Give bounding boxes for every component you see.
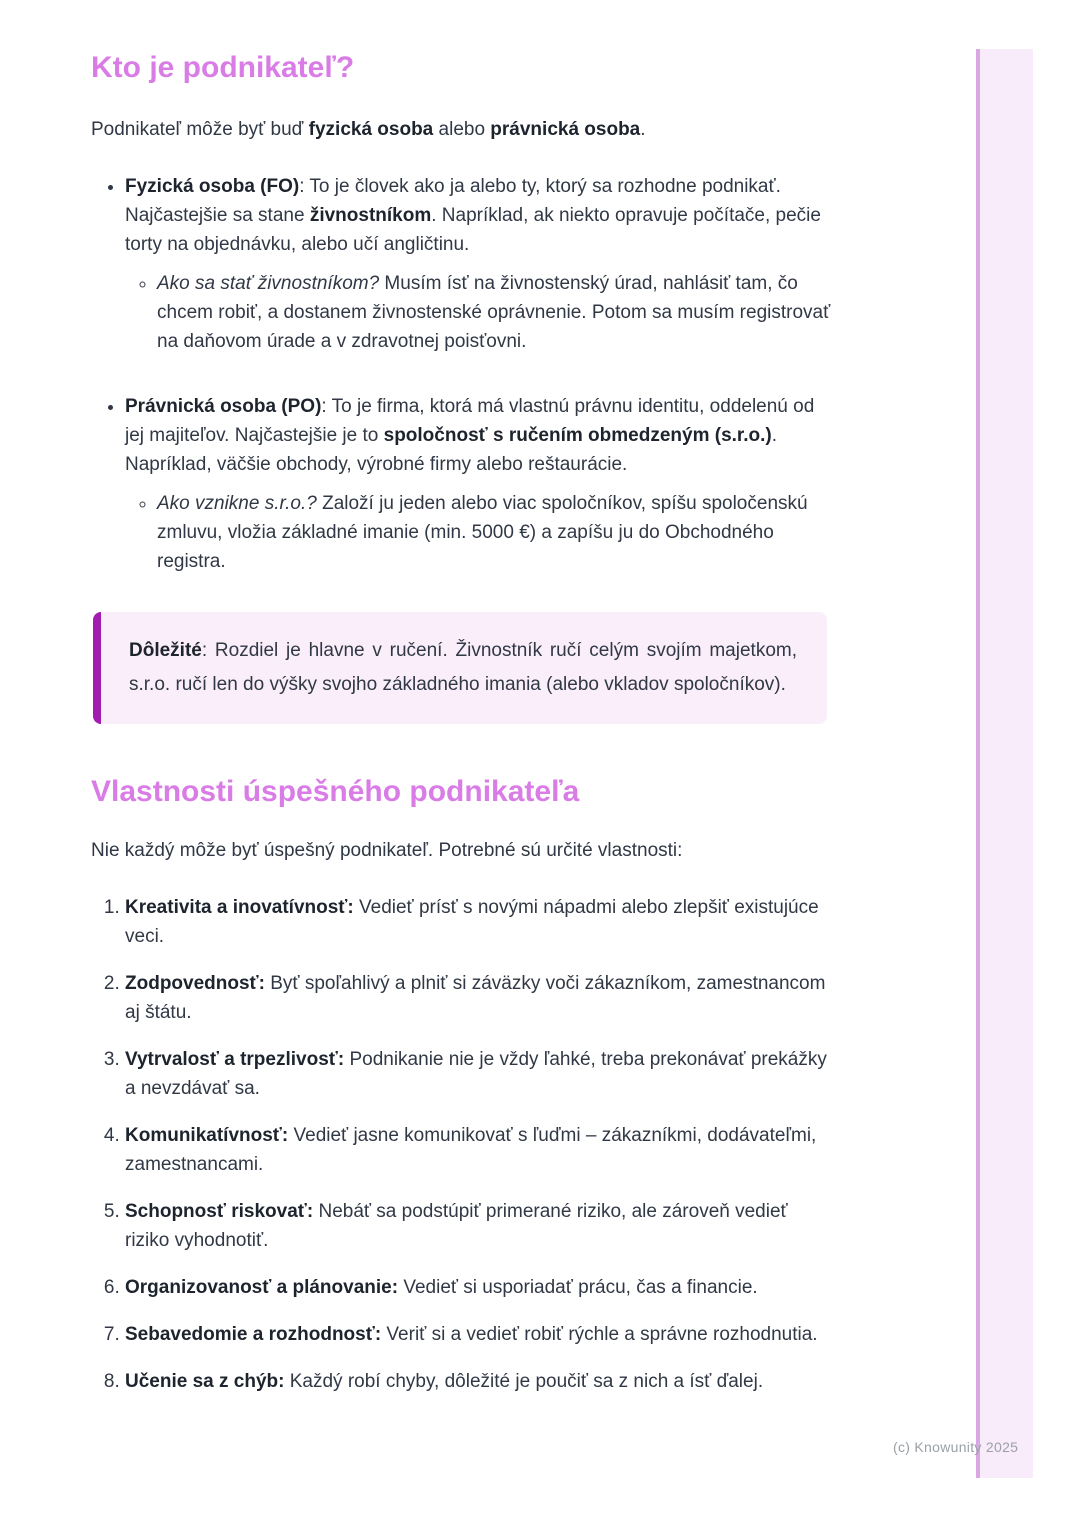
numbered-trait-item: 6. Organizovanosť a plánovanie: Vedieť si usporiadať prácu, čas a financie. <box>125 1273 836 1302</box>
intro-paragraph: Podnikateľ môže byť buď fyzická osoba alebo právnická osoba. <box>91 119 646 140</box>
entity-type-list <box>91 172 836 576</box>
traits-intro-paragraph: Nie každý môže byť úspešný podnikateľ. Potrebné sú určité vlastnosti: <box>91 840 683 861</box>
copyright-watermark: (c) Knowunity 2025 <box>893 1439 1019 1455</box>
section-heading-traits: Vlastnosti úspešného podnikateľa <box>91 775 580 808</box>
bullet-text: Fyzická osoba (FO): To je človek ako ja alebo ty, ktorý sa rozhodne podnikať. Najčastejšie sa stane živnostníkom. Napríklad, ak niekto opravuje počítače, pečie torty na objednávku, alebo učí angličtinu. <box>125 176 821 255</box>
bullet-text: Právnická osoba (PO): To je firma, ktorá má vlastnú právnu identitu, oddelenú od jej majiteľov. Najčastejšie je to spoločnosť s ručením obmedzeným (s.r.o.). Napríklad, väčšie obchody, výrobné firmy alebo reštaurácie. <box>125 396 815 475</box>
section-heading-who-is-entrepreneur: Kto je podnikateľ? <box>91 51 355 84</box>
sub-bullet-list <box>125 489 836 576</box>
numbered-trait-item: 7. Sebavedomie a rozhodnosť: Veriť si a vedieť robiť rýchle a správne rozhodnutia. <box>125 1320 836 1349</box>
right-accent-strip <box>976 49 1033 1478</box>
numbered-trait-item: 3. Vytrvalosť a trpezlivosť: Podnikanie nie je vždy ľahké, treba prekonávať prekážky a nevzdávať sa. <box>125 1045 836 1103</box>
numbered-trait-item: 8. Učenie sa z chýb: Každý robí chyby, dôležité je poučiť sa z nich a ísť ďalej. <box>125 1367 836 1396</box>
numbered-trait-item: 4. Komunikatívnosť: Vedieť jasne komunikovať s ľuďmi – zákazníkmi, dodávateľmi, zamestnancami. <box>125 1121 836 1179</box>
bullet-item <box>125 392 836 576</box>
callout-text: Dôležité: Rozdiel je hlavne v ručení. Živnostník ručí celým svojím majetkom, s.r.o. ručí len do výšky svojho základného imania (alebo vkladov spoločníkov). <box>129 640 797 695</box>
note-content <box>91 50 836 1396</box>
numbered-trait-item: 5. Schopnosť riskovať: Nebáť sa podstúpiť primerané riziko, ale zároveň vedieť riziko vyhodnotiť. <box>125 1197 836 1255</box>
traits-list <box>91 893 836 1396</box>
numbered-trait-item: 1. Kreativita a inovatívnosť: Vedieť prísť s novými nápadmi alebo zlepšiť existujúce veci. <box>125 893 836 951</box>
sub-bullet-text: ◦ Ako vznikne s.r.o.? Založí ju jeden alebo viac spoločníkov, spíšu spoločenskú zmluvu, vložia základné imanie (min. 5000 €) a zapíšu ju do Obchodného registra. <box>157 489 836 576</box>
sub-bullet-list <box>125 269 836 356</box>
sub-bullet-text: ◦ Ako sa stať živnostníkom? Musím ísť na živnostenský úrad, nahlásiť tam, čo chcem robiť, a dostanem živnostenské oprávnenie. Potom sa musím registrovať na daňovom úrade a v zdravotnej poisťovni. <box>157 269 836 356</box>
numbered-trait-item: 2. Zodpovednosť: Byť spoľahlivý a plniť si záväzky voči zákazníkom, zamestnancom aj štátu. <box>125 969 836 1027</box>
important-callout <box>93 612 827 724</box>
bullet-item <box>125 172 836 356</box>
